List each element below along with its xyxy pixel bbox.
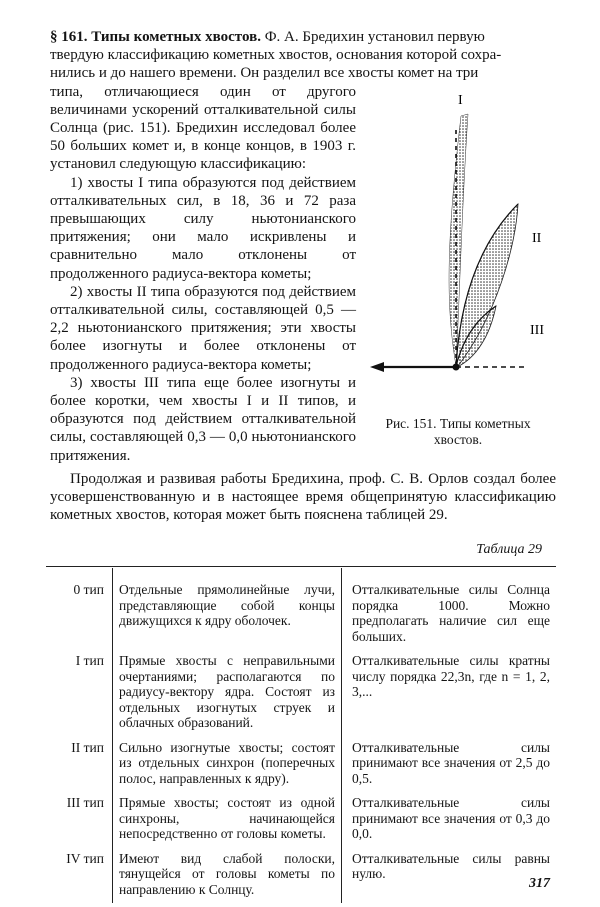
classification-item-2: 2) хвосты II типа образуются под действием отталкивательной силы, составляющей 0,5 — 2,2 ньютонианского притяжения; эти хвосты более изогнуты и более отклонены от продолженного радиуса-вектора кометы; (50, 283, 356, 373)
table-row (46, 737, 556, 793)
row-description: Прямые хвосты; состоят из одной синхроны, начинающейся непосредственно от головы кометы. (113, 792, 342, 848)
table-row (46, 568, 556, 650)
classification-table (46, 568, 556, 903)
intro-line-3: нились и до нашего времени. Он разделил все хвосты комет на три (50, 65, 479, 82)
row-force: Отталкивательные силы принимают все значения от 2,5 до 0,5. (352, 739, 550, 786)
intro-text-1: Ф. А. Бредихин установил первую (264, 29, 485, 45)
section-number: § 161. (50, 29, 88, 45)
classification-intro: типа, отличающиеся один от другого величинами ускорений отталкивательной силы Солнца (рис. 151). Бредихин исследовал более 50 больших комет и, в конце концов, в 1903 г. установил следующую классификацию: (50, 83, 356, 173)
row-type: II тип (71, 739, 104, 755)
comet-tails-figure (366, 86, 556, 386)
tail-label-1: I (458, 93, 463, 108)
row-force: Отталкивательные силы Солнца порядка 1000. Можно предполагать наличие сил еще больших. (352, 582, 550, 644)
row-description: Прямые хвосты с неправильными очертаниями; располагаются по радиусу-вектору ядра. Состоят из отдельных изогнутых струек и облачных образований. (113, 650, 342, 737)
row-type: 0 тип (73, 582, 104, 597)
intro-line-2: твердую классификацию кометных хвостов, основания которой сохра- (50, 47, 502, 64)
left-column-text (50, 83, 356, 465)
row-force: Отталкивательные силы принимают все значения от 0,3 до 0,0. (352, 795, 550, 841)
section-intro (50, 28, 556, 83)
arrow-head-icon (370, 362, 384, 372)
row-type: III тип (66, 795, 104, 810)
classification-item-1: 1) хвосты I типа образуются под действием отталкивательных сил, в 18, 36 и 72 раза превышающих силу ньютонианского притяжения; они мало искривлены и сравнительно мало отклонены от продолженного радиуса-вектора кометы; (50, 174, 356, 282)
table-title: Таблица 29 (476, 542, 542, 557)
row-type: IV тип (66, 850, 104, 866)
figure-caption: Рис. 151. Типы кометных хвостов. (385, 416, 531, 447)
tail-label-2: II (532, 231, 542, 246)
row-description: Имеют вид слабой полоски, тянущейся от головы кометы по направлению к Солнцу. (113, 848, 342, 904)
table-row (46, 848, 556, 904)
row-type: I тип (75, 653, 104, 668)
page-number: 317 (529, 876, 550, 891)
classification-item-3: 3) хвосты III типа еще более изогнуты и более коротки, чем хвосты I и II типов, и образуются под действием отталкивательной силы, составляющей 0,3 — 0,0 ньютонианского притяжения. (50, 374, 356, 464)
row-force: Отталкивательные силы равны нулю. (352, 850, 550, 881)
row-description: Сильно изогнутые хвосты; состоят из отдельных синхрон (поперечных полос, направленных к ядру). (113, 737, 342, 793)
tail-label-3: III (530, 323, 544, 338)
table-row (46, 792, 556, 848)
table-row (46, 650, 556, 737)
table-top-rule (46, 566, 556, 567)
row-force: Отталкивательные силы кратны числу порядка 22,3n, где n = 1, 2, 3,... (352, 653, 550, 699)
paragraph-orlov: Продолжая и развивая работы Бредихина, проф. С. В. Орлов создал более усовершенствованную и в настоящее время общепринятую классификацию кометных хвостов, которая может быть пояснена таблицей 29. (50, 471, 556, 524)
row-description: Отдельные прямолинейные лучи, представляющие собой концы движущихся к ядру оболочек. (113, 568, 342, 650)
section-title: Типы кометных хвостов. (91, 29, 261, 45)
comet-nucleus (453, 364, 460, 371)
intro-line-1 (50, 28, 556, 46)
